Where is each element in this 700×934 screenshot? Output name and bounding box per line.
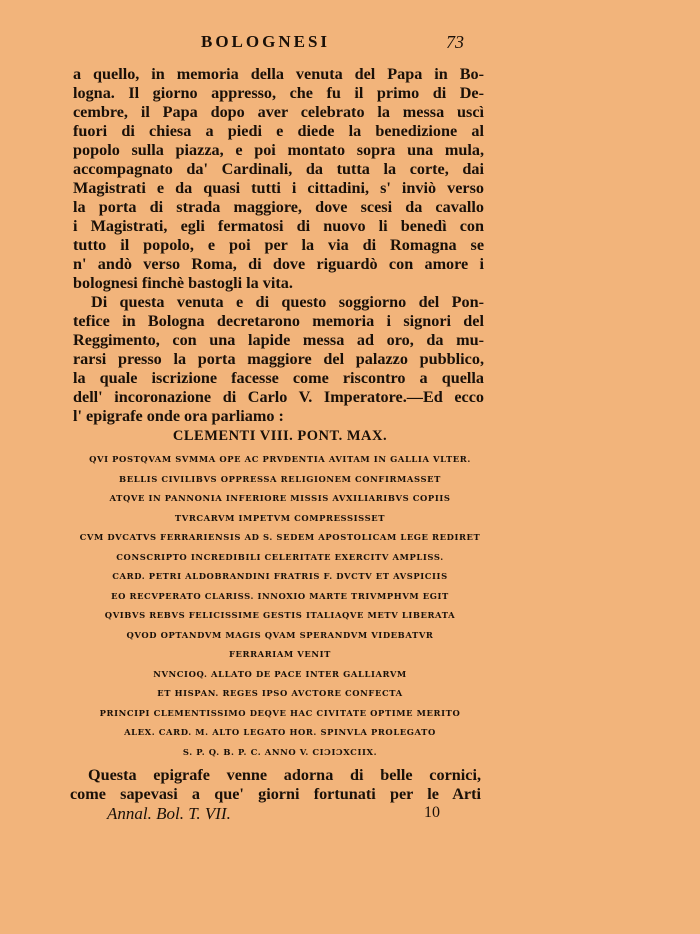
sheet-number: 10	[424, 804, 440, 821]
text-line: rarsi presso la porta maggiore del palazzo pubblico,	[73, 350, 484, 368]
inscription-line: QVI POSTQVAM SVMMA OPE AC PRVDENTIA AVITAM IN GALLIA VLTER.	[89, 454, 471, 464]
text-line: bolognesi finchè bastogli la vita.	[73, 274, 293, 292]
text-line: l' epigrafe onde ora parliamo :	[73, 407, 284, 425]
text-line: popolo sulla piazza, e poi montato sopra una mula,	[73, 141, 484, 159]
running-head: BOLOGNESI	[201, 32, 331, 51]
inscription-line: ATQVE IN PANNONIA INFERIORE MISSIS AVXILIARIBVS COPIIS	[109, 493, 451, 503]
text-line: logna. Il giorno appresso, che fu il primo di De-	[73, 84, 484, 102]
epigraph-inscription	[60, 428, 500, 762]
inscription-line: PRINCIPI CLEMENTISSIMO DEQVE HAC CIVITATE OPTIME MERITO	[99, 707, 461, 718]
text-line: Di questa venuta e di questo soggiorno del Pon-	[91, 293, 484, 311]
inscription-line: ET HISPAN. REGES IPSO AVCTORE CONFECTA	[157, 688, 403, 698]
closing-paragraph	[70, 766, 481, 804]
page-footer	[0, 804, 700, 826]
signature-mark: Annal. Bol. T. VII.	[107, 804, 231, 823]
inscription-line: ALEX. CARD. M. ALTO LEGATO HOR. SPINVLA PROLEGATO	[124, 727, 436, 737]
text-line: la quale iscrizione facesse come riscontro a quella	[73, 369, 484, 387]
inscription-line: TVRCARVM IMPETVM COMPRESSISSET	[174, 512, 386, 523]
text-line: fuori di chiesa a piedi e diede la benedizione al	[73, 122, 484, 140]
text-line: a quello, in memoria della venuta del Papa in Bo-	[73, 65, 484, 83]
text-line: Reggimento, con una lapide messa ad oro, da mu-	[73, 331, 484, 349]
text-line: come sapevasi a que' giorni fortunati per le Arti	[70, 785, 481, 803]
text-line: accompagnato da' Cardinali, da tutta la corte, dai	[73, 160, 484, 178]
inscription-line: EO RECVPERATO CLARISS. INNOXIO MARTE TRIVMPHVM EGIT	[111, 590, 449, 601]
inscription-line: BELLIS CIVILIBVS OPPRESSA RELIGIONEM CONFIRMASSET	[119, 473, 441, 484]
page-number: 73	[446, 32, 464, 52]
text-line: tutto il popolo, e poi per la via di Romagna se	[73, 236, 484, 254]
body-paragraphs	[73, 65, 484, 426]
inscription-line: CVM DVCATVS FERRARIENSIS AD S. SEDEM APOSTOLICAM LEGE REDIRET	[79, 532, 481, 542]
inscription-line: QVIBVS REBVS FELICISSIME GESTIS ITALIAQVE METV LIBERATA	[104, 610, 456, 620]
text-line: tefice in Bologna decretarono memoria i signori del	[73, 312, 484, 330]
inscription-line: CARD. PETRI ALDOBRANDINI FRATRIS F. DVCTV ET AVSPICIIS	[112, 571, 448, 581]
inscription-title: CLEMENTI VIII. PONT. MAX.	[172, 428, 388, 444]
text-line: Questa epigrafe venne adorna di belle cornici,	[88, 766, 481, 784]
inscription-line: S. P. Q. B. P. C. ANNO V. CIƆIƆXCIIX.	[182, 746, 378, 757]
inscription-line: CONSCRIPTO INCREDIBILI CELERITATE EXERCITV AMPLISS.	[116, 551, 444, 562]
inscription-line: NVNCIOQ. ALLATO DE PACE INTER GALLIARVM	[153, 668, 407, 679]
inscription-line: QVOD OPTANDVM MAGIS QVAM SPERANDVM VIDEBATVR	[126, 629, 434, 640]
text-line: cembre, il Papa dopo aver celebrato la messa uscì	[73, 103, 484, 121]
text-line: n' andò verso Roma, di dove riguardò con amore i	[73, 255, 484, 273]
page-header	[0, 32, 700, 56]
inscription-line: FERRARIAM VENIT	[229, 649, 331, 659]
text-line: la porta di strada maggiore, dove scesi da cavallo	[73, 198, 484, 216]
text-line: Magistrati e da quasi tutti i cittadini, s' inviò verso	[73, 179, 484, 197]
text-line: i Magistrati, egli fermatosi di nuovo li benedì con	[73, 217, 484, 235]
text-line: dell' incoronazione di Carlo V. Imperatore.—Ed ecco	[73, 388, 484, 406]
